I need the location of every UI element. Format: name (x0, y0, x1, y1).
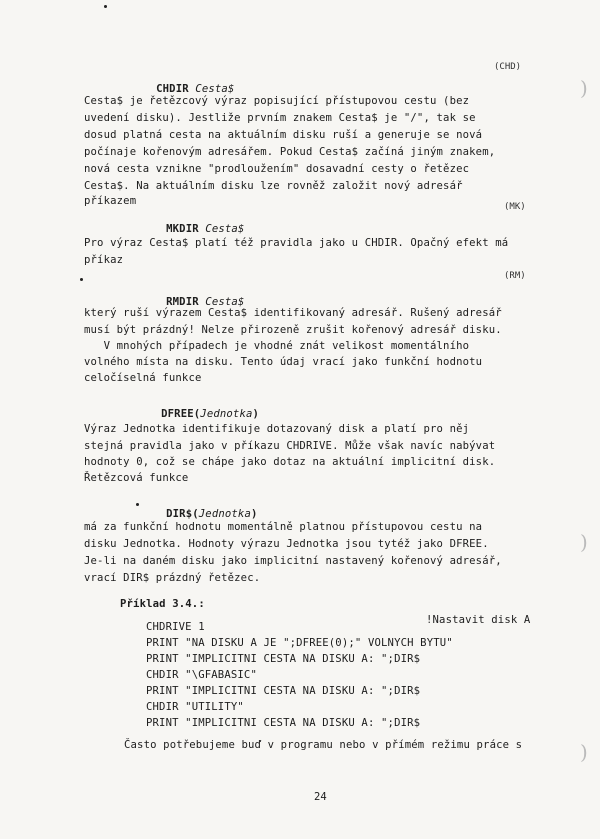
binding-mark-3: ) (580, 740, 588, 764)
bullet-dot-mark (136, 503, 139, 506)
code-line-4: CHDIR "\GFABASIC" (146, 669, 257, 681)
rmdir-line-2: musí být prázdný! Nelze přirozeně zrušit kořenový adresář disku. (84, 324, 502, 336)
heading-dir-tail: ) (251, 508, 258, 520)
dir-line-2: disku Jednotka. Hodnoty výrazu Jednotka jsou tytéž jako DFREE. (84, 538, 489, 550)
code-line-6: CHDIR "UTILITY" (146, 701, 244, 713)
dir-line-4: vrací DIR$ prázdný řetězec. (84, 572, 261, 584)
chdir-line-2: uvedení disku). Jestliže prvním znakem Cesta$ je "/", tak se (84, 112, 476, 124)
binding-mark-2: ) (580, 530, 588, 554)
heading-dir-cmd: DIR$( (166, 508, 199, 520)
heading-dfree-tail: ) (252, 408, 260, 420)
dfree-line-1: Výraz Jednotka identifikuje dotazovaný disk a platí pro něj (84, 423, 470, 435)
dir-line-3: Je-li na daném disku jako implicitní nastavený kořenový adresář, (84, 555, 502, 567)
chdir-line-6: Cesta$. Na aktuálním disku lze rovněž založit nový adresář (84, 180, 463, 192)
code-comment: !Nastavit disk A (426, 614, 531, 626)
chdir-line-7: příkazem (84, 195, 137, 207)
heading-dfree-cmd: DFREE( (161, 408, 201, 420)
example-title: Příklad 3.4.: (120, 598, 205, 610)
heading-rmdir-arg: Cesta$ (205, 296, 245, 308)
rmdir-line-3: V mnohých případech je vhodné znát velikost momentálního (84, 340, 470, 352)
code-line-5: PRINT "IMPLICITNI CESTA NA DISKU A: ";DIR$ (146, 685, 421, 697)
rmdir-line-1: který ruší výrazem Cesta$ identifikovaný adresář. Rušený adresář (84, 307, 502, 319)
mkdir-line-1: Pro výraz Cesta$ platí též pravidla jako u CHDIR. Opačný efekt má (84, 237, 509, 249)
rmdir-line-4: volného místa na disku. Tento údaj vrací jako funkční hodnotu (84, 356, 483, 368)
chdir-line-4: počínaje kořenovým adresářem. Pokud Cesta$ začíná jiným znakem, (84, 146, 496, 158)
heading-mkdir-cmd: MKDIR (166, 223, 206, 235)
code-line-2: PRINT "NA DISKU A JE ";DFREE(0);" VOLNYCH BYTU" (146, 637, 453, 649)
heading-chdir-arg: Cesta$ (195, 83, 235, 95)
dfree-line-3: hodnoty 0, což se chápe jako dotaz na aktuální implicitní disk. (84, 456, 496, 468)
heading-mkdir-arg: Cesta$ (205, 223, 245, 235)
heading-chdir-cmd: CHDIR (156, 83, 196, 95)
mkdir-line-2: příkaz (84, 254, 124, 266)
chdir-line-1: Cesta$ je řetězcový výraz popisující přístupovou cestu (bez (84, 95, 470, 107)
tag-chd: (CHD) (494, 62, 522, 72)
heading-dfree-arg: Jednotka (200, 408, 253, 420)
code-line-7: PRINT "IMPLICITNI CESTA NA DISKU A: ";DIR$ (146, 717, 421, 729)
code-line-3: PRINT "IMPLICITNI CESTA NA DISKU A: ";DIR$ (146, 653, 421, 665)
binding-mark-1: ) (580, 76, 588, 100)
closing-line: Často potřebujeme buď v programu nebo v přímém režimu práce s (124, 739, 523, 751)
code-line-1: CHDRIVE 1 (146, 621, 205, 633)
dfree-line-2: stejná pravidla jako v příkazu CHDRIVE. Může však navíc nabývat (84, 440, 496, 452)
chdir-line-5: nová cesta vznikne "prodloužením" dosavadní cesty o řetězec (84, 163, 470, 175)
tag-rm: (RM) (504, 271, 526, 281)
margin-dot-mark (80, 278, 83, 281)
top-dot-mark (104, 5, 107, 8)
rmdir-line-5: celočíselná funkce (84, 372, 202, 384)
tag-mk: (MK) (504, 202, 526, 212)
chdir-line-3: dosud platná cesta na aktuálním disku ruší a generuje se nová (84, 129, 483, 141)
dfree-line-4: Řetězcová funkce (84, 472, 189, 484)
heading-dir-arg: Jednotka (198, 508, 251, 520)
dir-line-1: má za funkční hodnotu momentálně platnou přístupovou cestu na (84, 521, 483, 533)
heading-rmdir-cmd: RMDIR (166, 296, 206, 308)
page-number: 24 (314, 791, 327, 803)
